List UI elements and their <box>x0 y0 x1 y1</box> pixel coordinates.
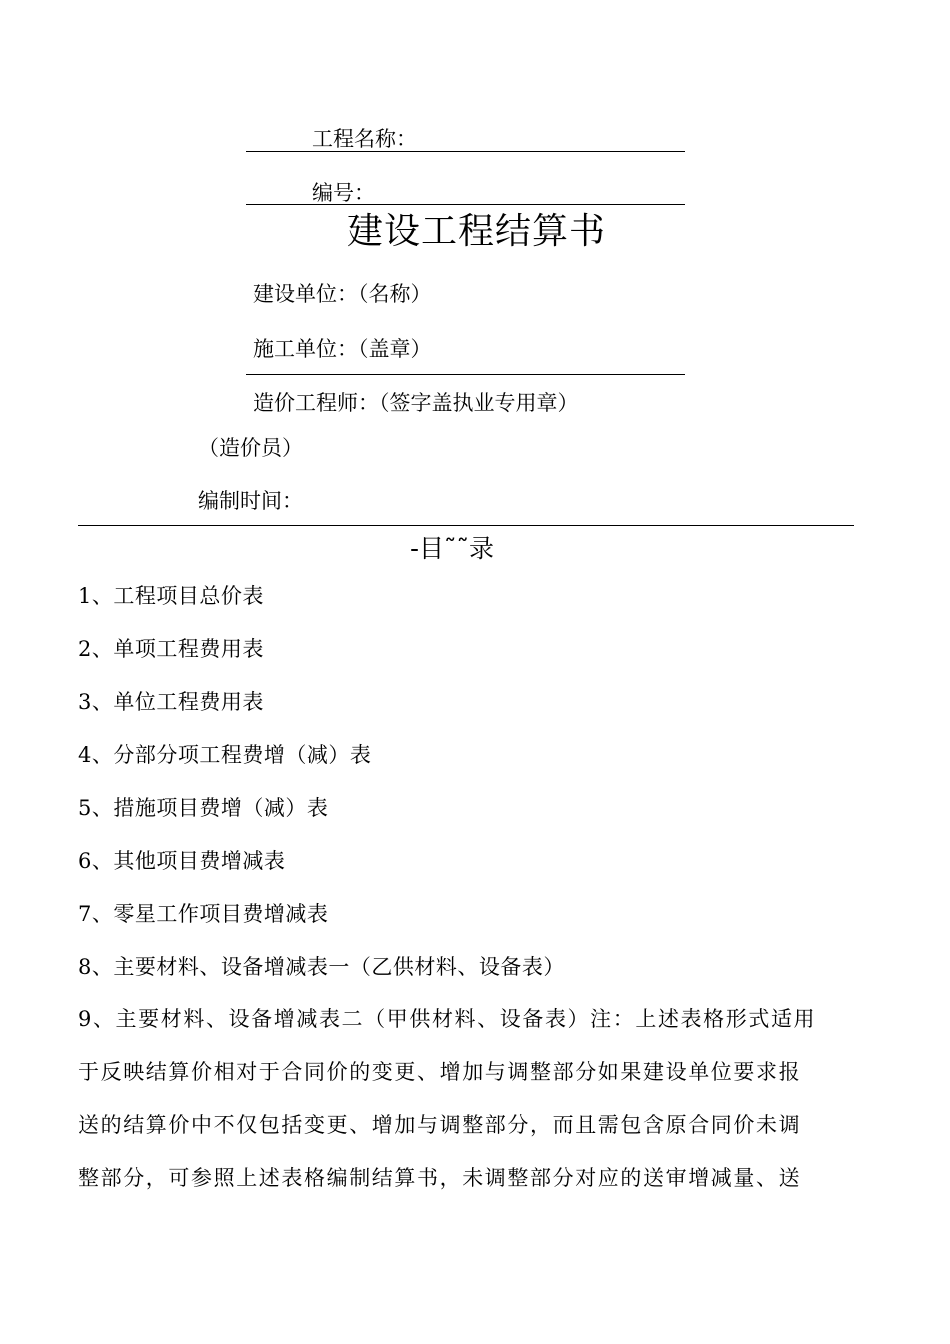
note-line: 于反映结算价相对于合同价的变更、增加与调整部分如果建设单位要求报 <box>78 1060 802 1084</box>
note-line: 送的结算价中不仅包括变更、增加与调整部分，而且需包含原合同价未调 <box>78 1113 802 1137</box>
toc-item: 7、零星工作项目费增减表 <box>78 902 329 926</box>
contractor-label: 施工单位：（盖章） <box>253 337 432 361</box>
cost-engineer-label: 造价工程师：（签字盖执业专用章） <box>253 391 579 415</box>
toc-item: 4、分部分项工程费增（减）表 <box>78 743 372 767</box>
note-line: 9、主要材料、设备增减表二（甲供材料、设备表）注：上述表格形式适用 <box>78 1007 817 1031</box>
toc-item: 6、其他项目费增减表 <box>78 849 286 873</box>
toc-item: 2、单项工程费用表 <box>78 637 264 661</box>
toc-item: 5、措施项目费增（减）表 <box>78 796 329 820</box>
note-line: 整部分，可参照上述表格编制结算书，未调整部分对应的送审增减量、送 <box>78 1166 802 1190</box>
contractor-underline <box>246 374 685 375</box>
builder-label: 建设单位：（名称） <box>253 282 432 306</box>
section-divider <box>78 525 854 526</box>
toc-item: 8、主要材料、设备增减表一（乙供材料、设备表） <box>78 955 565 979</box>
document-title: 建设工程结算书 <box>347 211 607 252</box>
project-name-underline <box>246 151 685 152</box>
cost-clerk-label: （造价员） <box>198 436 303 460</box>
toc-item: 3、单位工程费用表 <box>78 690 264 714</box>
toc-item: 1、工程项目总价表 <box>78 584 264 608</box>
toc-title: -目˜˜录 <box>410 534 495 563</box>
compile-time-label: 编制时间： <box>198 489 303 513</box>
number-label: 编号： <box>312 181 375 205</box>
number-underline <box>246 204 685 205</box>
project-name-label: 工程名称： <box>312 127 417 151</box>
